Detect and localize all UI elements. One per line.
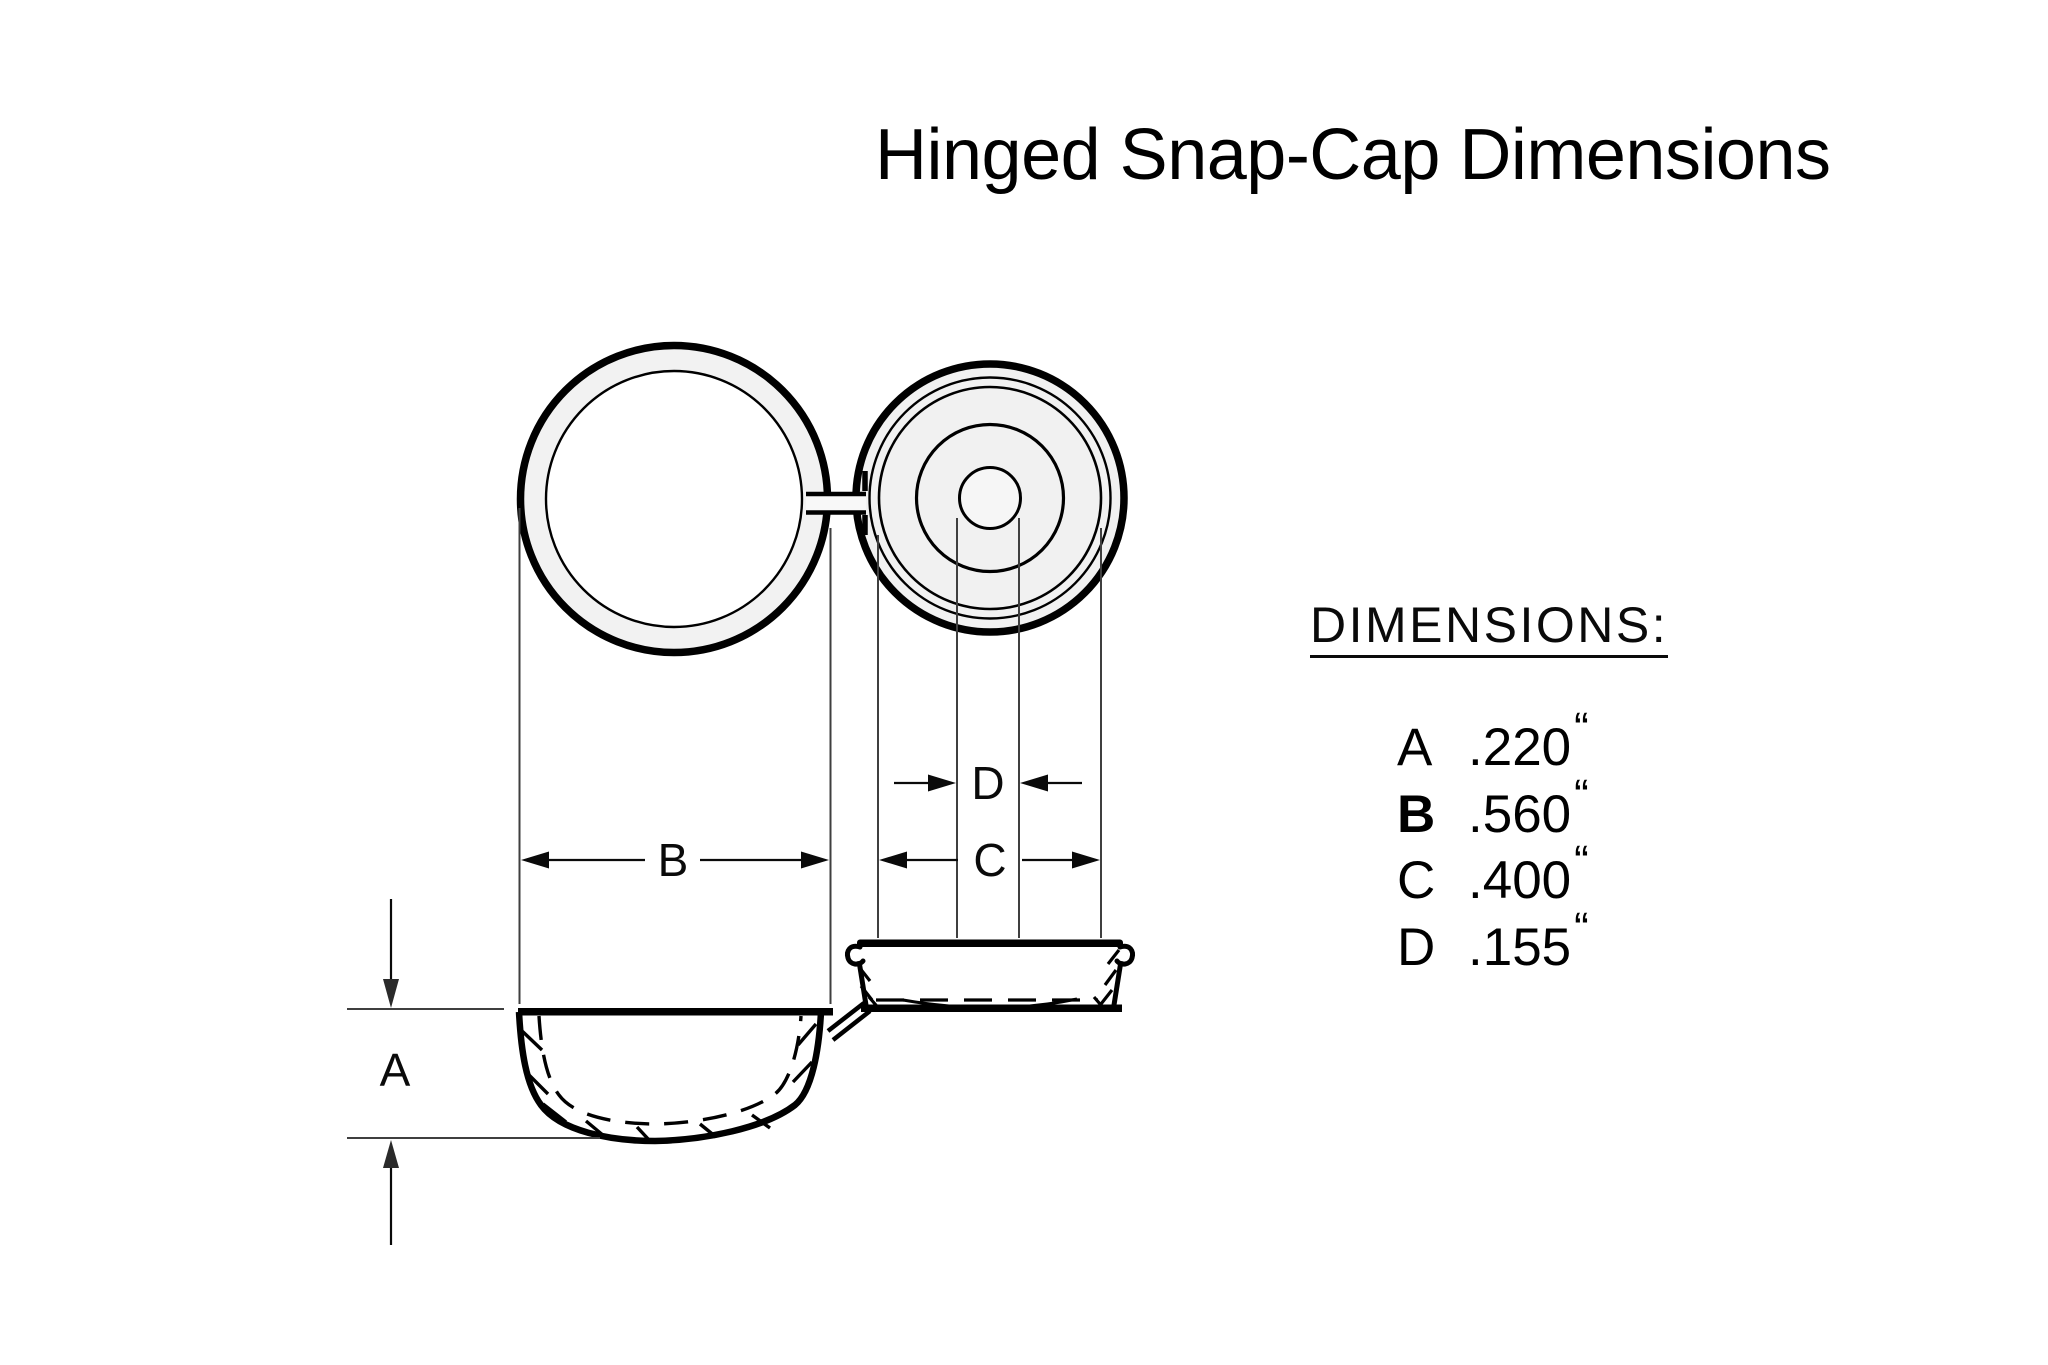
dim-label-d: D (971, 757, 1005, 809)
inch-mark: “ (1574, 704, 1587, 753)
dim-label-a: A (379, 1044, 411, 1096)
row-value: .400 (1468, 851, 1572, 910)
row-value: .560 (1468, 784, 1572, 844)
table-row (1310, 903, 1730, 982)
inch-mark: “ (1574, 770, 1587, 820)
dimensions-rows (1310, 704, 1730, 981)
table-row (1310, 837, 1730, 915)
row-label: C (1397, 851, 1436, 910)
row-label: B (1397, 784, 1436, 844)
inch-mark: “ (1574, 837, 1587, 886)
side-view-cup (518, 1008, 833, 1141)
inch-mark: “ (1574, 903, 1587, 953)
row-label: A (1397, 718, 1433, 777)
table-row (1310, 770, 1730, 849)
row-value: .220 (1468, 718, 1572, 777)
dim-label-b: B (657, 834, 689, 886)
dimensions-heading: DIMENSIONS: (1310, 600, 1668, 658)
dim-label-c: C (973, 834, 1007, 886)
lid-hatch-ticks (859, 950, 1119, 1011)
page-title: Hinged Snap-Cap Dimensions (875, 115, 1831, 195)
side-view-lid (848, 940, 1133, 1013)
row-label: D (1397, 917, 1436, 977)
table-row (1310, 704, 1730, 782)
top-view-lid (856, 364, 1124, 632)
dimensions-table (1310, 597, 1730, 981)
row-value: .155 (1468, 917, 1572, 977)
top-view-ring (521, 346, 828, 653)
